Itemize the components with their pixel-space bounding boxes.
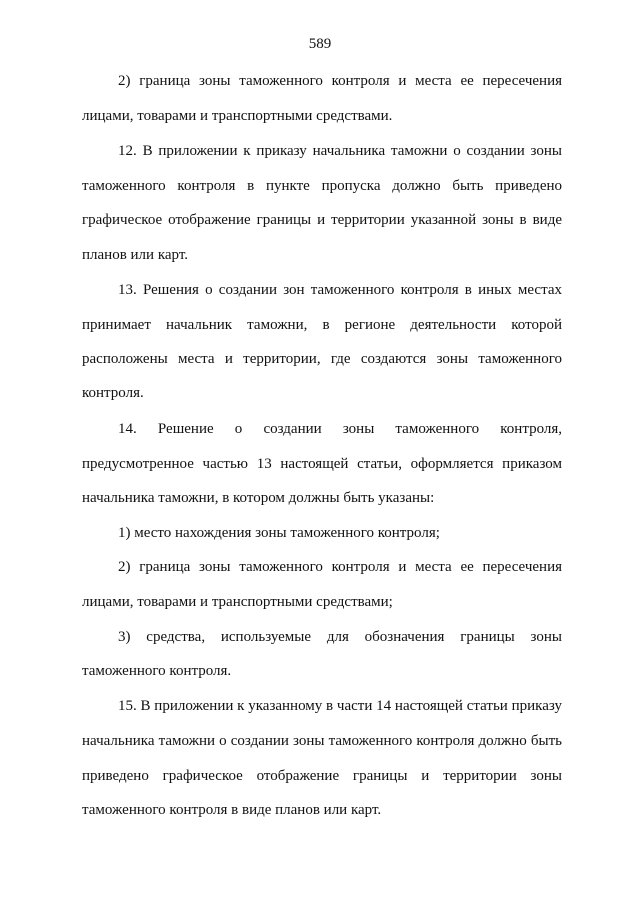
text-line: лицами, товарами и транспортными средствами. <box>82 108 393 124</box>
text-line: планов или карт. <box>82 247 189 263</box>
text-line: 2) граница зоны таможенного контроля и места ее пересечения <box>118 73 562 89</box>
text-line: начальника таможни, в котором должны быть указаны: <box>82 490 435 506</box>
text-line: начальника таможни о создании зоны таможенного контроля должно быть <box>82 733 562 749</box>
text-line: контроля. <box>82 385 144 401</box>
text-line: лицами, товарами и транспортными средствами; <box>82 594 393 610</box>
page-number: 589 <box>308 36 332 52</box>
text-line: 3) средства, используемые для обозначения границы зоны <box>118 629 562 645</box>
text-line: принимает начальник таможни, в регионе деятельности которой <box>82 317 562 333</box>
text-line: приведено графическое отображение границы и территории зоны <box>82 768 562 784</box>
text-line: расположены места и территории, где создаются зоны таможенного <box>82 351 562 367</box>
text-line: графическое отображение границы и территории указанной зоны в виде <box>82 212 562 228</box>
text-line: таможенного контроля в пункте пропуска должно быть приведено <box>82 178 562 194</box>
text-line: 1) место нахождения зоны таможенного контроля; <box>118 525 440 541</box>
text-line: 12. В приложении к приказу начальника таможни о создании зоны <box>118 143 562 159</box>
text-line: 2) граница зоны таможенного контроля и места ее пересечения <box>118 559 562 575</box>
text-line: 15. В приложении к указанному в части 14 настоящей статьи приказу <box>118 698 562 714</box>
text-line: 14. Решение о создании зоны таможенного контроля, <box>118 421 562 437</box>
text-line: 13. Решения о создании зон таможенного контроля в иных местах <box>118 282 562 298</box>
text-line: таможенного контроля. <box>82 663 232 679</box>
text-line: предусмотренное частью 13 настоящей статьи, оформляется приказом <box>82 456 562 472</box>
text-line: таможенного контроля в виде планов или карт. <box>82 802 382 818</box>
